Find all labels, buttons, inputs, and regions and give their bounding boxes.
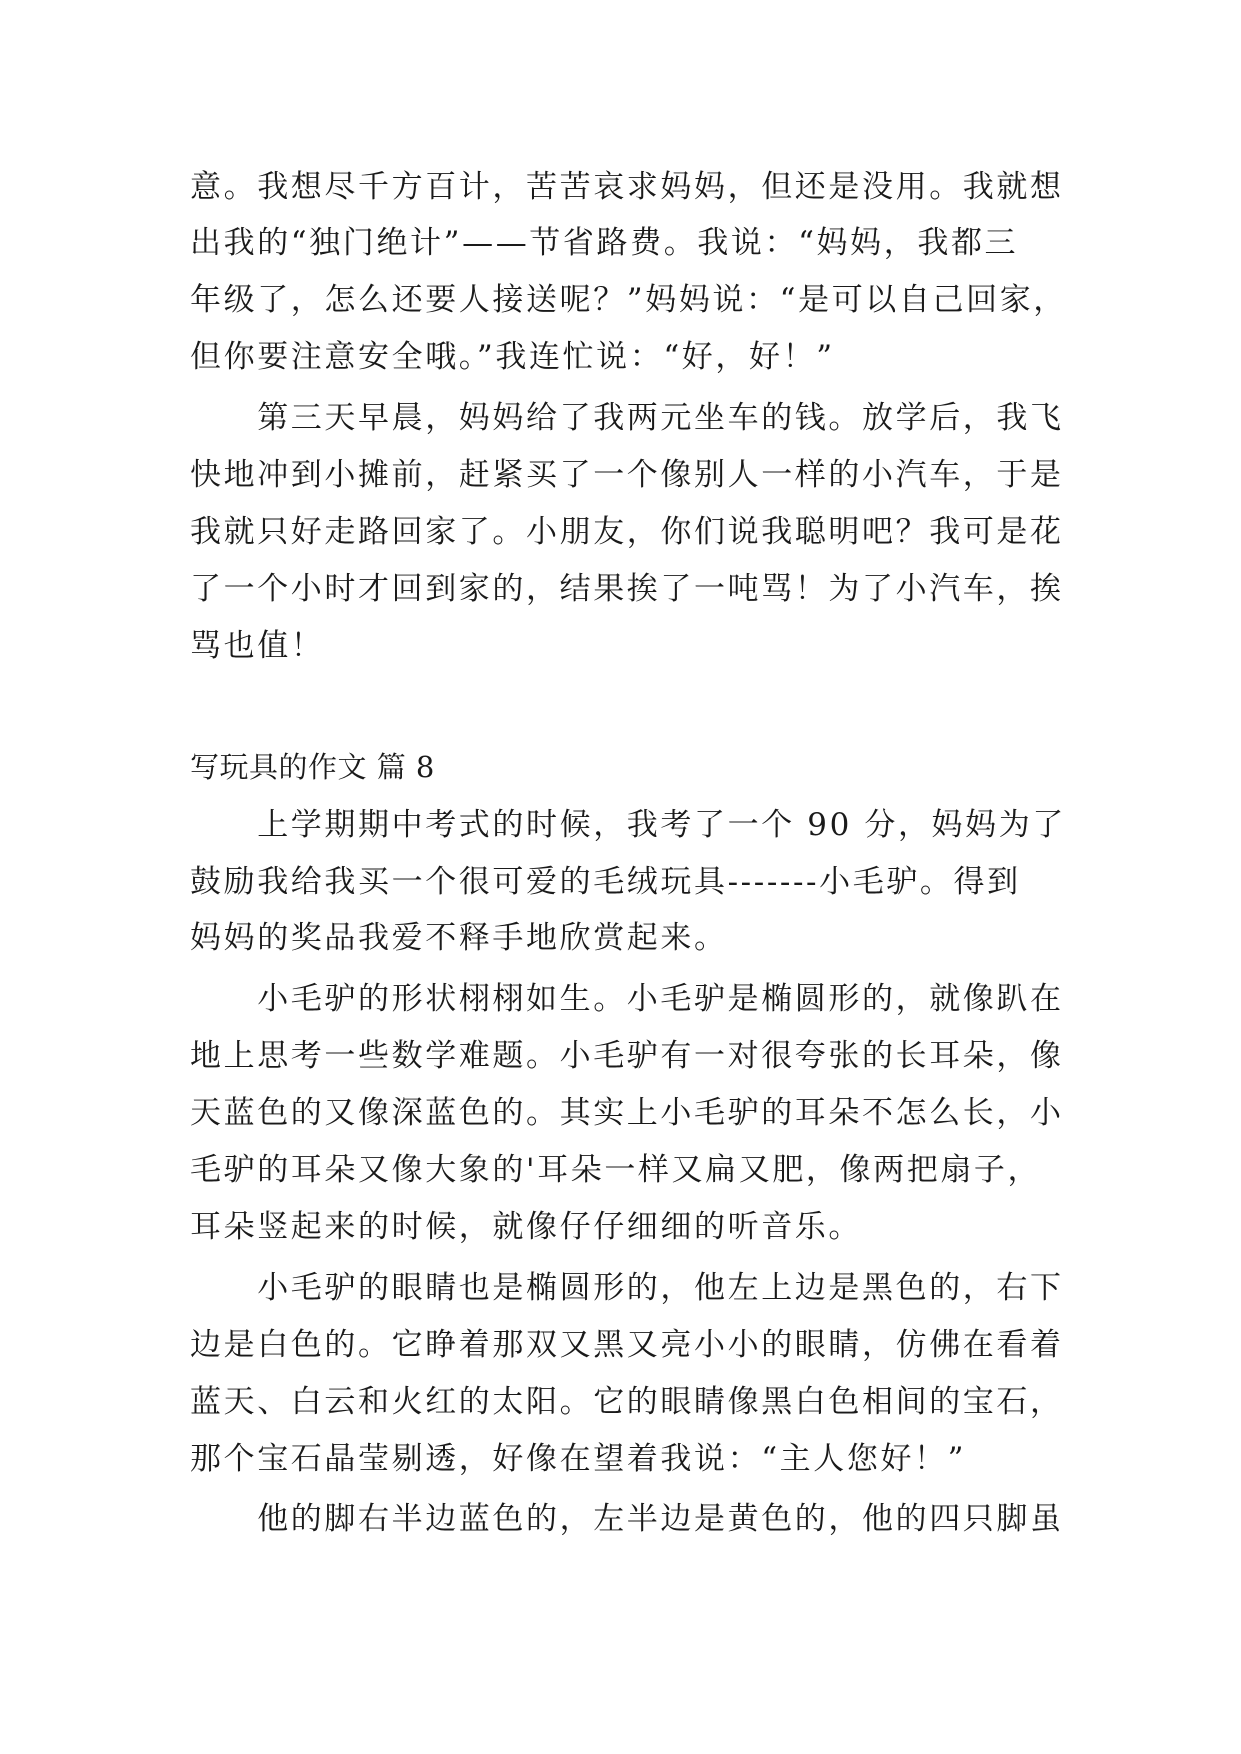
text-line: 了一个小时才回到家的，结果挨了一吨骂！为了小汽车，挨 xyxy=(190,571,1064,607)
text-line: 鼓励我给我买一个很可爱的毛绒玩具-------小毛驴。得到 xyxy=(190,864,1021,900)
text-line: 年级了，怎么还要人接送呢？”妈妈说：“是可以自己回家， xyxy=(190,282,1067,318)
text-line: 第三天早晨，妈妈给了我两元坐车的钱。放学后，我飞 xyxy=(190,400,1064,436)
text-line: 那个宝石晶莹剔透，好像在望着我说：“主人您好！” xyxy=(190,1441,967,1477)
text-line: 毛驴的耳朵又像大象的'耳朵一样又扁又肥，像两把扇子， xyxy=(190,1152,1042,1188)
text-line: 蓝天、白云和火红的太阳。它的眼睛像黑白色相间的宝石， xyxy=(190,1384,1064,1420)
text-line: 地上思考一些数学难题。小毛驴有一对很夸张的长耳朵，像 xyxy=(190,1038,1064,1074)
text-line: 他的脚右半边蓝色的，左半边是黄色的，他的四只脚虽 xyxy=(190,1501,1064,1537)
text-line: 意。我想尽千方百计，苦苦哀求妈妈，但还是没用。我就想 xyxy=(190,169,1064,205)
text-line: 耳朵竖起来的时候，就像仔仔细细的听音乐。 xyxy=(190,1209,862,1245)
text-line: 小毛驴的形状栩栩如生。小毛驴是椭圆形的，就像趴在 xyxy=(190,981,1064,1017)
text-line: 边是白色的。它睁着那双又黑又亮小小的眼睛，仿佛在看着 xyxy=(190,1327,1064,1363)
text-line: 出我的“独门绝计”——节省路费。我说：“妈妈，我都三 xyxy=(190,225,1019,261)
text-line: 但你要注意安全哦。”我连忙说：“好，好！” xyxy=(190,339,835,375)
text-line: 小毛驴的眼睛也是椭圆形的，他左上边是黑色的，右下 xyxy=(190,1270,1064,1306)
text-line: 快地冲到小摊前，赶紧买了一个像别人一样的小汽车，于是 xyxy=(190,457,1064,493)
section-title: 写玩具的作文 篇 8 xyxy=(190,750,435,784)
text-line: 骂也值！ xyxy=(190,628,325,664)
text-line: 天蓝色的又像深蓝色的。其实上小毛驴的耳朵不怎么长，小 xyxy=(190,1095,1064,1131)
text-line: 妈妈的奖品我爱不释手地欣赏起来。 xyxy=(190,920,728,956)
text-line: 上学期期中考式的时候，我考了一个 90 分，妈妈为了 xyxy=(190,807,1066,843)
text-line: 我就只好走路回家了。小朋友，你们说我聪明吧？我可是花 xyxy=(190,514,1064,550)
